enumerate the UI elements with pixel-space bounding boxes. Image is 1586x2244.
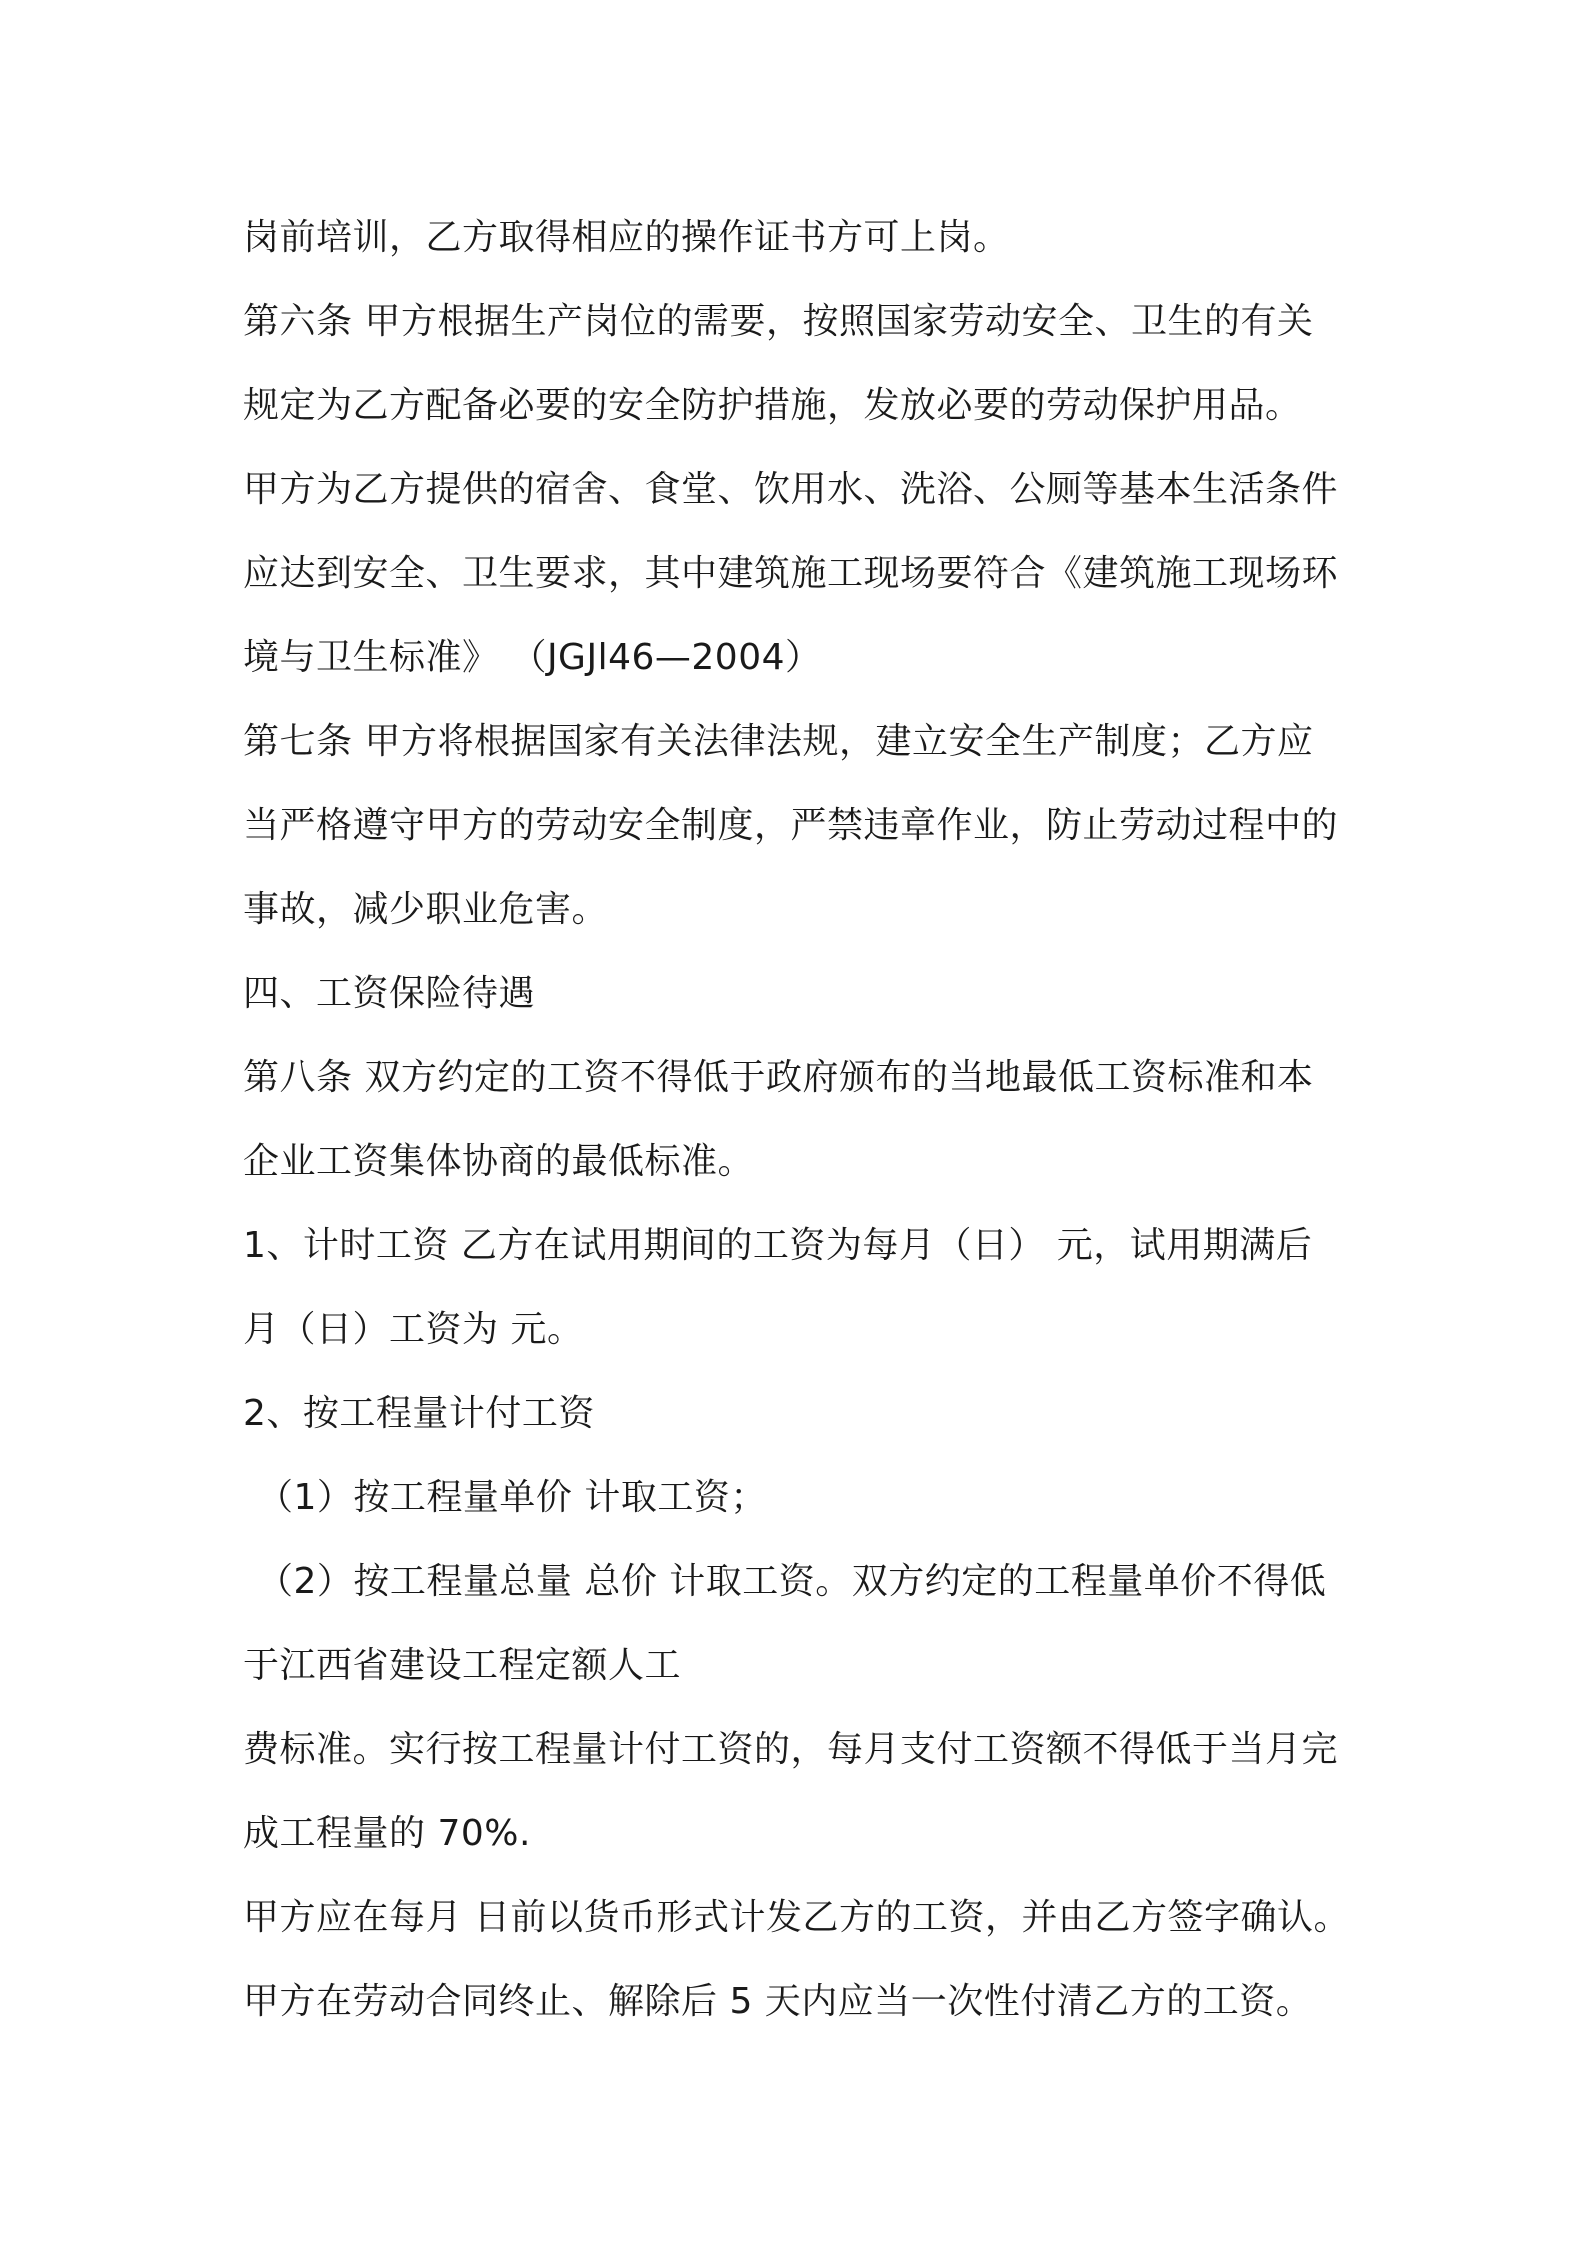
text-line: 事故，减少职业危害。 — [243, 889, 609, 930]
text-line: 1、计时工资 乙方在试用期间的工资为每月（日） 元，试用期满后 — [243, 1225, 1313, 1266]
text-line: 企业工资集体协商的最低标准。 — [243, 1141, 755, 1182]
text-line: （2）按工程量总量 总价 计取工资。双方约定的工程量单价不得低 — [257, 1561, 1327, 1602]
text-line: 规定为乙方配备必要的安全防护措施，发放必要的劳动保护用品。 — [243, 385, 1302, 426]
text-line: 应达到安全、卫生要求，其中建筑施工现场要符合《建筑施工现场环 — [243, 553, 1339, 594]
text-line: 2、按工程量计付工资 — [243, 1393, 595, 1434]
text-line: 岗前培训，乙方取得相应的操作证书方可上岗。 — [243, 217, 1010, 258]
text-line: 境与卫生标准》 （JGJl46—2004） — [243, 637, 822, 678]
text-line: 第六条 甲方根据生产岗位的需要，按照国家劳动安全、卫生的有关 — [243, 301, 1314, 342]
text-line: （1）按工程量单价 计取工资； — [257, 1477, 767, 1518]
contract-text — [243, 196, 1373, 2044]
text-line: 当严格遵守甲方的劳动安全制度，严禁违章作业，防止劳动过程中的 — [243, 805, 1339, 846]
text-line: 第七条 甲方将根据国家有关法律法规，建立安全生产制度；乙方应 — [243, 721, 1314, 762]
text-line: 费标准。实行按工程量计付工资的，每月支付工资额不得低于当月完 — [243, 1729, 1339, 1770]
text-line: 月（日）工资为 元。 — [243, 1309, 584, 1350]
text-line: 甲方在劳动合同终止、解除后 5 天内应当一次性付清乙方的工资。 — [243, 1981, 1313, 2022]
text-line: 第八条 双方约定的工资不得低于政府颁布的当地最低工资标准和本 — [243, 1057, 1314, 1098]
section-heading: 四、工资保险待遇 — [243, 973, 536, 1014]
text-line: 成工程量的 70%. — [243, 1813, 531, 1854]
text-line: 甲方应在每月 日前以货币形式计发乙方的工资，并由乙方签字确认。 — [243, 1897, 1350, 1938]
text-line: 于江西省建设工程定额人工 — [243, 1645, 682, 1686]
text-line: 甲方为乙方提供的宿舍、食堂、饮用水、洗浴、公厕等基本生活条件 — [243, 469, 1339, 510]
